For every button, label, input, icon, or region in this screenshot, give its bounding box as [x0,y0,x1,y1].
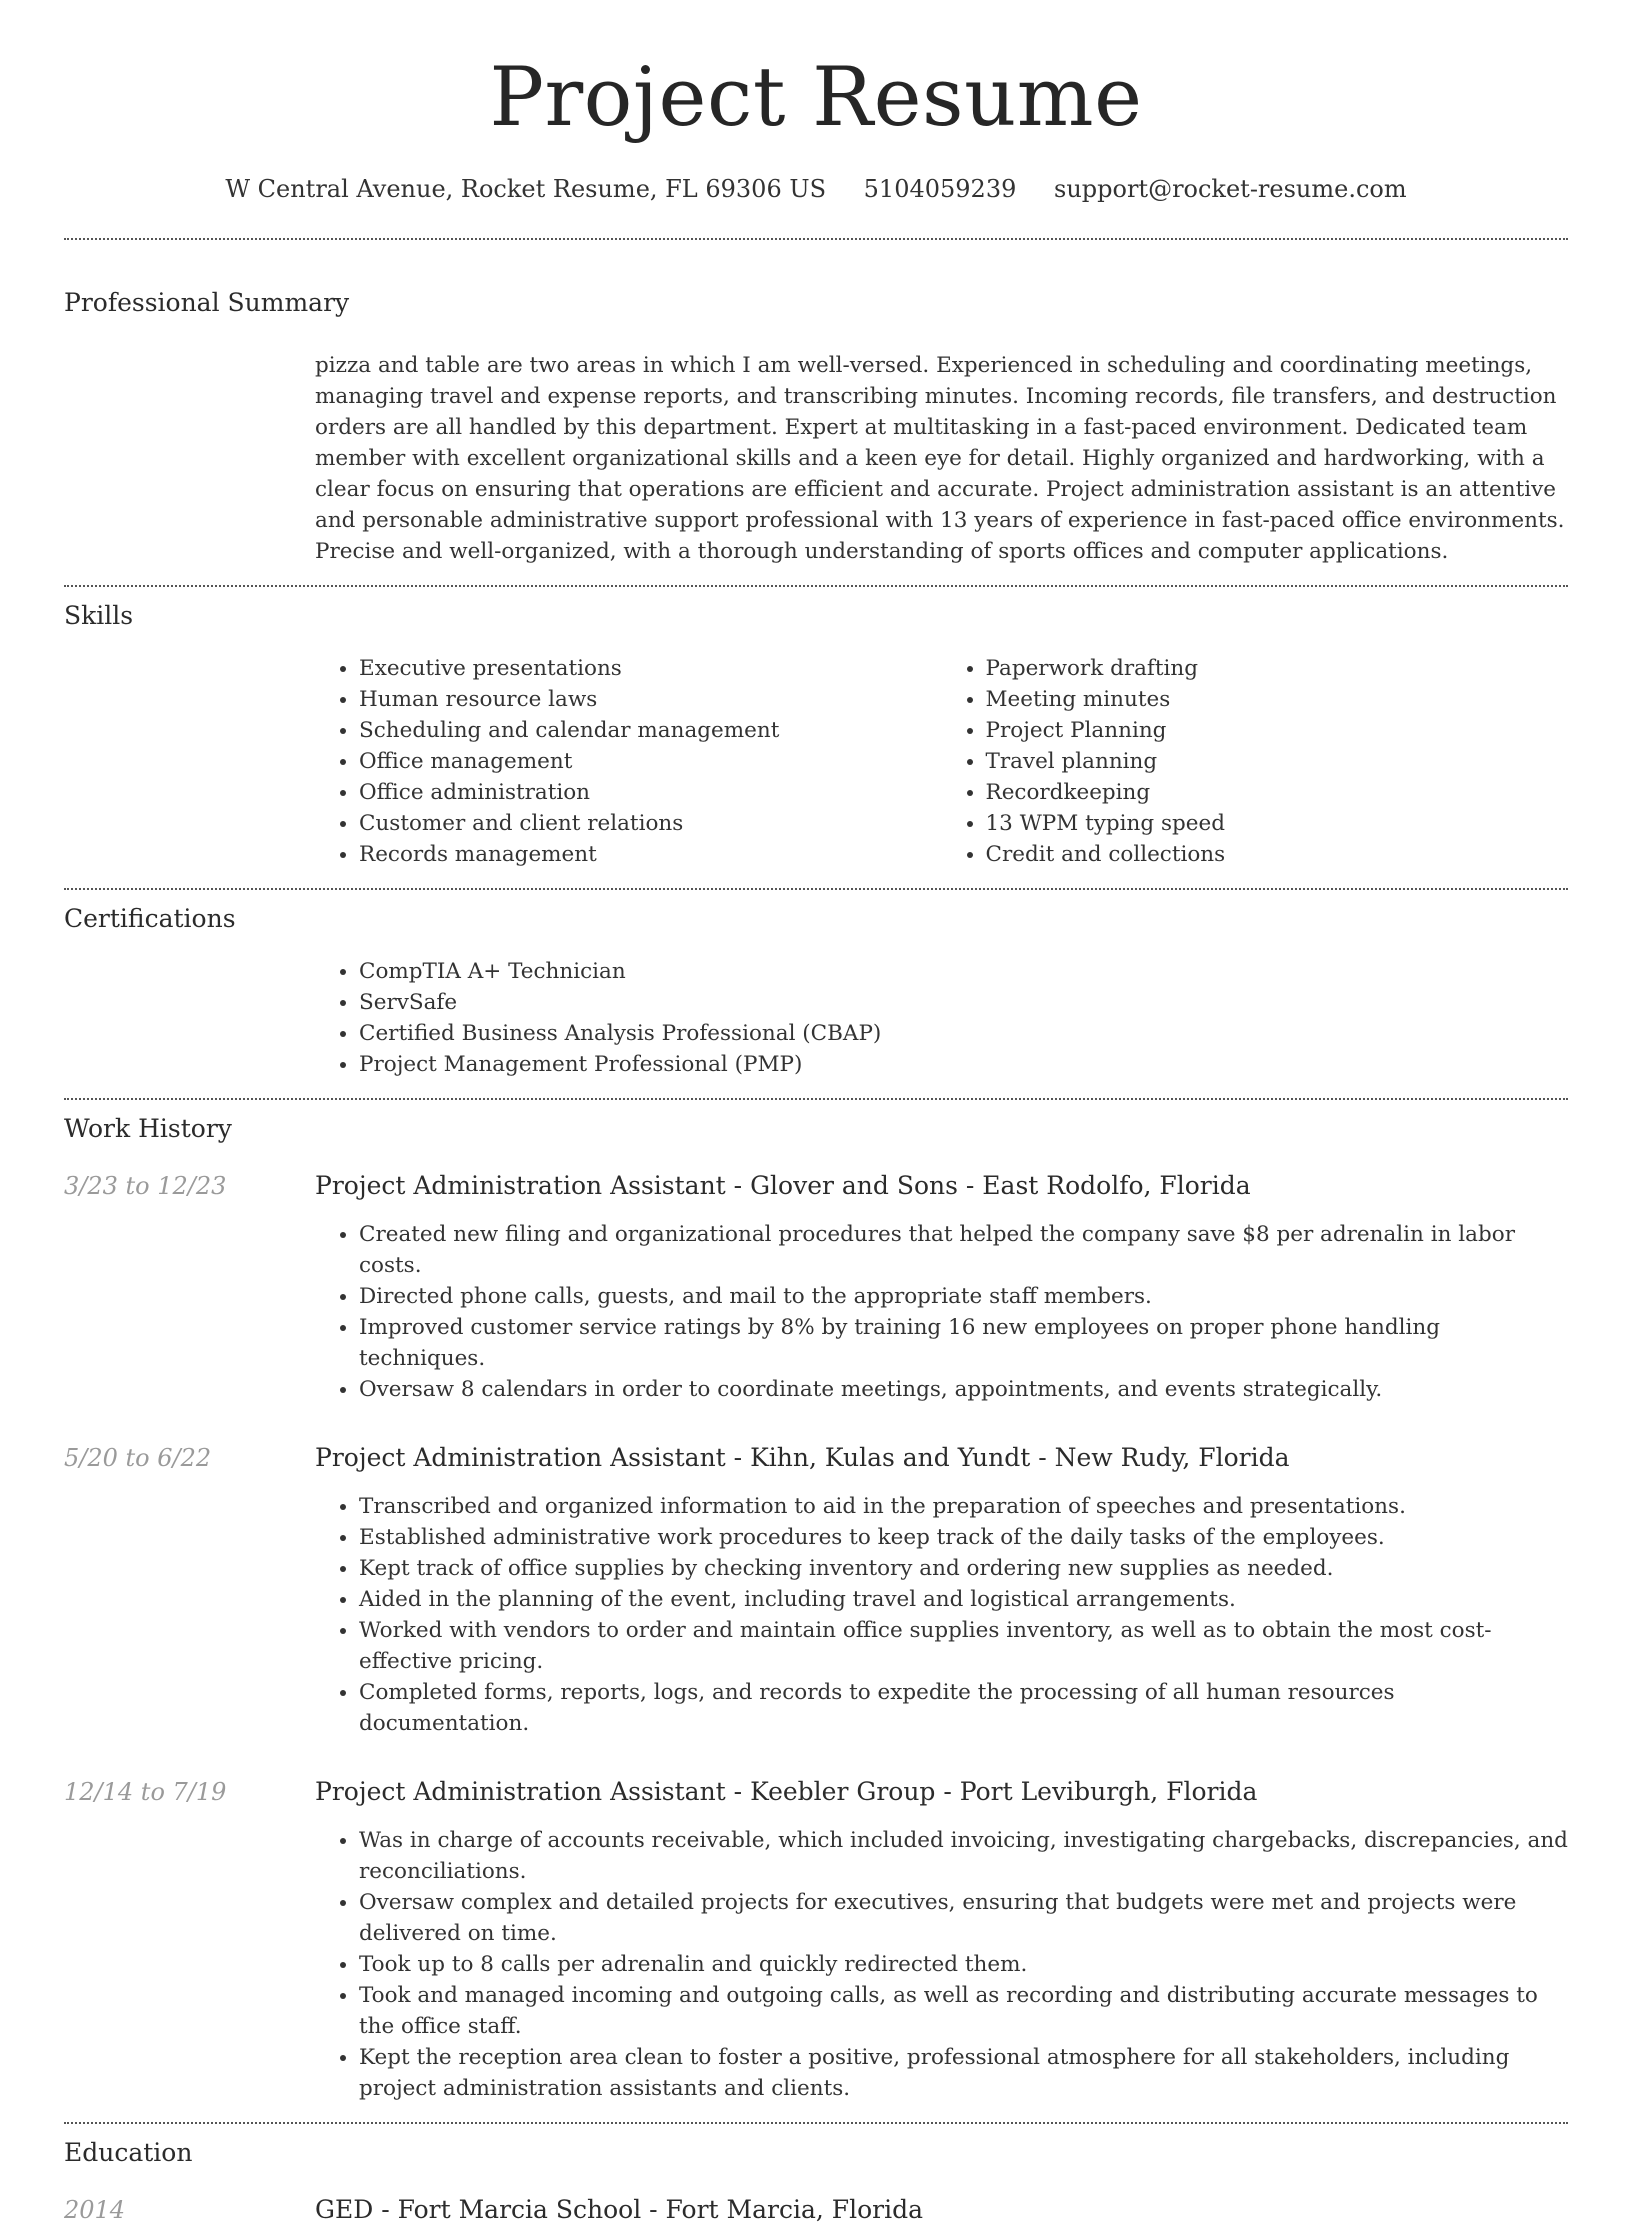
skill-item: • Human resource laws [359,684,942,715]
certification-item: • Certified Business Analysis Professional (CBAP) [359,1018,1568,1049]
education-dates: 2014 [64,2196,126,2225]
section-title-summary: Professional Summary [64,288,350,318]
job-bullet: • Took and managed incoming and outgoing calls, as well as recording and distributing accurate messages to the office staff. [359,1980,1568,2042]
skill-item: • Records management [359,839,942,870]
job-bullet: • Completed forms, reports, logs, and records to expedite the processing of all human resources documentation. [359,1677,1568,1739]
job-bullet: • Oversaw complex and detailed projects for executives, ensuring that budgets were met and projects were delivered on time. [359,1887,1568,1949]
job-title: Project Administration Assistant - Keebler Group - Port Leviburgh, Florida [315,1777,1258,1807]
job-bullet: • Worked with vendors to order and maintain office supplies inventory, as well as to obtain the most cost-effective pricing. [359,1615,1568,1677]
job-entry [64,1443,1568,1739]
education-section [0,2124,1632,2225]
job-bullet: • Transcribed and organized information to aid in the preparation of speeches and presentations. [359,1491,1568,1522]
skill-item: • Credit and collections [986,839,1569,870]
education-title: GED - Fort Marcia School - Fort Marcia, Florida [315,2195,924,2225]
job-entry [64,1171,1568,1405]
skill-item: • Meeting minutes [986,684,1569,715]
education-entry [64,2195,1568,2225]
contact-address: W Central Avenue, Rocket Resume, FL 69306 US [225,175,827,204]
job-bullets [315,1491,1568,1739]
job-dates: 3/23 to 12/23 [64,1172,227,1201]
job-bullet: • Kept track of office supplies by checking inventory and ordering new supplies as needed. [359,1553,1568,1584]
job-bullets [315,1825,1568,2104]
skill-item: • 13 WPM typing speed [986,808,1569,839]
job-entry [64,1777,1568,2104]
job-bullet: • Directed phone calls, guests, and mail to the appropriate staff members. [359,1281,1568,1312]
job-title: Project Administration Assistant - Glover and Sons - East Rodolfo, Florida [315,1171,1251,1201]
job-bullet: • Kept the reception area clean to foster a positive, professional atmosphere for all stakeholders, including project administration assistants and clients. [359,2042,1568,2104]
job-dates: 5/20 to 6/22 [64,1444,212,1473]
contact-phone: 5104059239 [863,175,1017,204]
skills-section [0,587,1632,888]
professional-summary-section [0,240,1632,585]
job-title: Project Administration Assistant - Kihn, Kulas and Yundt - New Rudy, Florida [315,1443,1290,1473]
job-bullet: • Aided in the planning of the event, including travel and logistical arrangements. [359,1584,1568,1615]
job-bullet: • Oversaw 8 calendars in order to coordinate meetings, appointments, and events strategically. [359,1374,1568,1405]
certifications-section [0,890,1632,1098]
skill-item: • Customer and client relations [359,808,942,839]
skills-list-right [942,653,1569,870]
job-bullet: • Was in charge of accounts receivable, which included invoicing, investigating chargebacks, discrepancies, and reconciliations. [359,1825,1568,1887]
candidate-name: Project Resume [489,51,1143,145]
section-title-certifications: Certifications [64,904,236,934]
skill-item: • Paperwork drafting [986,653,1569,684]
skill-item: • Travel planning [986,746,1569,777]
certification-item: • CompTIA A+ Technician [359,956,1568,987]
skills-grid [315,653,1568,888]
skill-item: • Executive presentations [359,653,942,684]
skill-item: • Scheduling and calendar management [359,715,942,746]
section-title-education: Education [64,2138,193,2168]
section-title-skills: Skills [64,601,134,631]
job-bullet: • Established administrative work procedures to keep track of the daily tasks of the employees. [359,1522,1568,1553]
contact-line [0,175,1632,203]
skill-item: • Recordkeeping [986,777,1569,808]
skill-item: • Office management [359,746,942,777]
job-dates: 12/14 to 7/19 [64,1778,227,1807]
resume-header [0,0,1632,203]
job-bullet: • Took up to 8 calls per adrenalin and quickly redirected them. [359,1949,1568,1980]
skills-list-left [315,653,942,870]
certification-item: • ServSafe [359,987,1568,1018]
work-history-section [0,1100,1632,2122]
certification-item: • Project Management Professional (PMP) [359,1049,1568,1080]
job-bullet: • Created new filing and organizational procedures that helped the company save $8 per adrenalin in labor costs. [359,1219,1568,1281]
skill-item: • Office administration [359,777,942,808]
certifications-list [315,956,1568,1098]
section-title-work: Work History [64,1114,232,1144]
job-bullet: • Improved customer service ratings by 8% by training 16 new employees on proper phone handling techniques. [359,1312,1568,1374]
skill-item: • Project Planning [986,715,1569,746]
summary-text: pizza and table are two areas in which I am well-versed. Experienced in scheduling and coordinating meetings, managing travel and expense reports, and transcribing minutes. Incoming records, file transfers, and destruction orders are all handled by this department. Expert at multitasking in a fast-paced environment. Dedicated team member with excellent organizational skills and a keen eye for detail. Highly organized and hardworking, with a clear focus on ensuring that operations are efficient and accurate. Project administration assistant is an attentive and personable administrative support professional with 13 years of experience in fast-paced office environments. Precise and well-organized, with a thorough understanding of sports offices and computer applications. [315,353,1565,565]
contact-email: support@rocket-resume.com [1054,175,1407,204]
job-bullets [315,1219,1568,1405]
